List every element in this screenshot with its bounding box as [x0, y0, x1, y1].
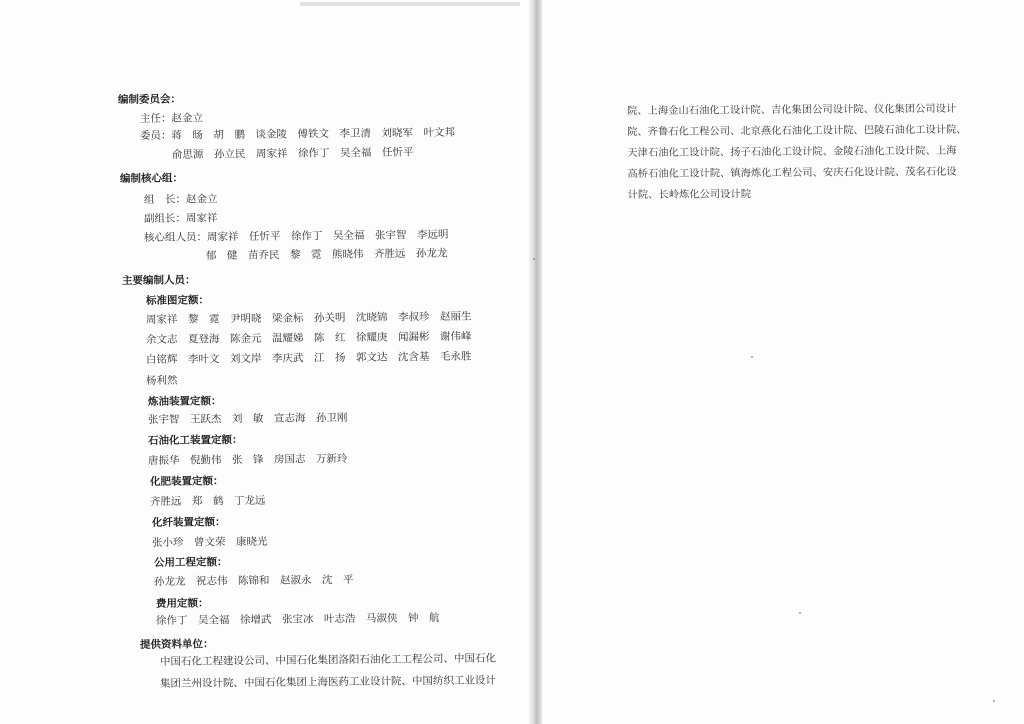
utility-names: 孙龙龙 祝志伟 陈锦和 赵淑永 沈 平 — [153, 573, 354, 588]
utility-heading: 公用工程定额： — [153, 556, 228, 569]
scan-speck — [993, 700, 995, 702]
std-drawing-names-2: 余文志 夏登海 陈金元 温耀娣 陈 红 徐耀庚 闻漏彬 谢伟峰 — [145, 330, 472, 346]
committee-chair: 主任：赵金立 — [139, 112, 204, 125]
committee-members-line-2: 俞思源 孙立民 周家祥 徐作丁 吴全福 任忻平 — [171, 146, 414, 161]
core-group-heading: 编制核心组： — [119, 172, 184, 185]
book-gutter — [529, 0, 542, 724]
scan-top-edge — [300, 2, 520, 6]
cost-names: 徐作丁 吴全福 徐增武 张宝冰 叶志浩 马淑侠 钟 航 — [155, 612, 440, 627]
fertilizer-names: 齐胜远 郑 鹤 丁龙远 — [149, 494, 266, 508]
petrochem-names: 唐振华 倪勤伟 张 锋 房国志 万新玲 — [147, 452, 348, 467]
right-page-text — [627, 99, 967, 206]
committee-heading: 编制委员会： — [117, 93, 182, 106]
std-drawing-names-3: 白铭辉 李叶文 刘文岸 李庆武 江 扬 郭文达 沈含基 毛永胜 — [145, 350, 472, 366]
std-drawing-names-4: 杨利然 — [145, 374, 178, 387]
right-text-line-3: 天津石油化工设计院、扬子石油化工设计院、金陵石油化工设计院、上海 — [627, 145, 957, 159]
supplier-line-2: 集团兰州设计院、中国石化集团上海医药工业设计院、中国纺织工业设计 — [159, 674, 497, 690]
petrochem-heading: 石油化工装置定额： — [147, 434, 243, 447]
core-group-deputy: 副组长：周家祥 — [143, 212, 218, 225]
fiber-names: 张小珍 曾文荣 康晓光 — [151, 535, 268, 549]
supplier-heading: 提供资料单位： — [139, 638, 214, 651]
right-text-line-2: 院、齐鲁石化工程公司、北京燕化石油化工设计院、巴陵石油化工设计院、 — [627, 124, 967, 138]
right-text-line-5: 计院、长岭炼化公司设计院 — [627, 189, 752, 201]
main-staff-heading: 主要编制人员： — [121, 274, 196, 287]
committee-members-line-1: 委员：蒋 旸 胡 鹏 谈金陵 傅铁文 李卫清 刘晓军 叶文邦 — [139, 126, 456, 142]
cost-heading: 费用定额： — [155, 597, 209, 610]
scan-speck — [533, 258, 535, 260]
core-group-leader: 组 长：赵金立 — [143, 193, 218, 206]
fiber-heading: 化纤装置定额： — [151, 516, 226, 529]
scan-speck — [799, 612, 801, 614]
refinery-names: 张宇智 王跃杰 刘 敏 宣志海 孙卫刚 — [147, 411, 348, 426]
right-text-line-1: 院、上海金山石油化工设计院、吉化集团公司设计院、仪化集团公司设计 — [627, 103, 957, 117]
fertilizer-heading: 化肥装置定额： — [149, 475, 224, 488]
std-drawing-heading: 标准图定额： — [145, 294, 210, 307]
std-drawing-names-1: 周家祥 黎 霓 尹明晓 梁金标 孙关明 沈晓锦 李叔珍 赵丽生 — [145, 310, 472, 326]
refinery-heading: 炼油装置定额： — [147, 395, 222, 408]
core-group-members-line-2: 郁 健 苗乔民 黎 霓 熊晓伟 齐胜远 孙龙龙 — [205, 247, 448, 262]
core-group-members-line-1: 核心组人员：周家祥 任忻平 徐作丁 吴全福 张宇智 李远明 — [143, 228, 449, 244]
scan-speck — [751, 356, 753, 358]
right-text-line-4: 高桥石油化工设计院、镇海炼化工程公司、安庆石化设计院、茂名石化设 — [627, 166, 957, 180]
supplier-line-1: 中国石化工程建设公司、中国石化集团洛阳石油化工工程公司、中国石化 — [159, 652, 497, 668]
